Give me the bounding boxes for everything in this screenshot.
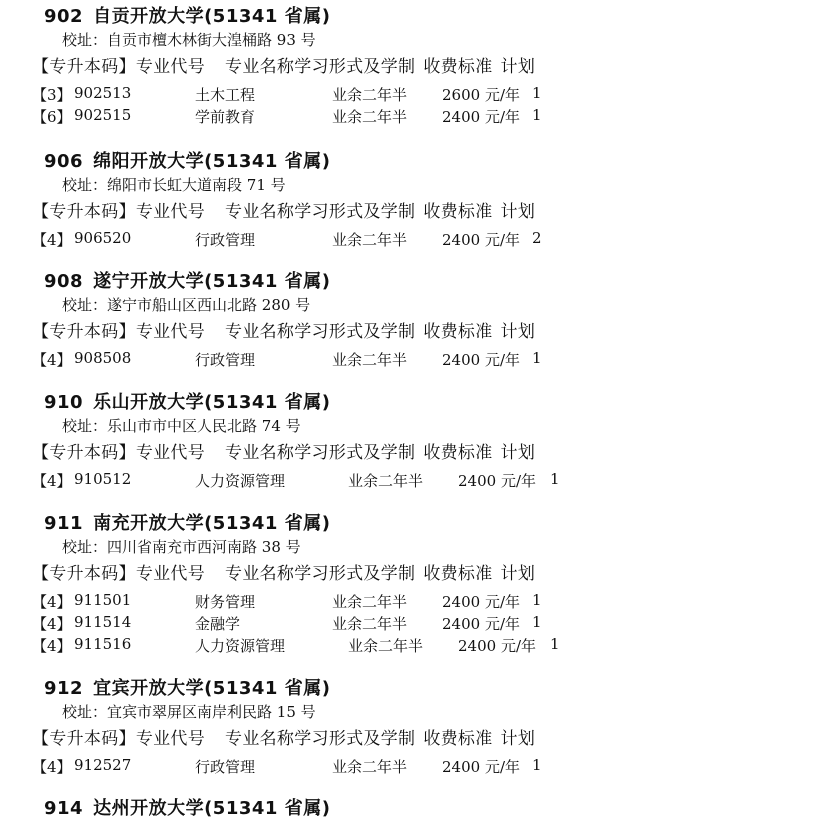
school-title [44, 509, 330, 535]
program-plan: 1 [550, 470, 560, 488]
header-form: 学习形式及学制 [294, 564, 416, 584]
school-name: 南充开放大学(51341 省属) [93, 513, 331, 534]
program-fee: 2400 元/年 [458, 637, 536, 655]
school-address: 校址：宜宾市翠屏区南岸利民路 15 号 [62, 703, 316, 721]
program-code: 912527 [74, 756, 132, 774]
program-name: 人力资源管理 [195, 472, 286, 490]
program-form: 业余二年半 [332, 108, 408, 126]
header-code: 专业代号 [135, 57, 206, 77]
program-plan: 1 [532, 756, 542, 774]
header-form: 学习形式及学制 [294, 57, 416, 77]
program-fee: 2400 元/年 [442, 593, 520, 611]
program-code: 911514 [74, 613, 132, 631]
header-rank: 【专升本码】 [32, 202, 136, 222]
header-fee: 收费标准 [423, 57, 493, 77]
header-form: 学习形式及学制 [294, 729, 416, 749]
school-title [44, 267, 330, 293]
school-code: 914 [44, 798, 84, 819]
header-plan: 计划 [500, 57, 536, 77]
school-name: 遂宁开放大学(51341 省属) [93, 271, 331, 292]
program-plan: 2 [532, 229, 542, 247]
header-form: 学习形式及学制 [294, 443, 416, 463]
school-title [44, 147, 330, 173]
program-row [32, 470, 812, 490]
program-name: 行政管理 [195, 231, 256, 249]
header-plan: 计划 [500, 443, 536, 463]
program-fee: 2400 元/年 [442, 615, 520, 633]
program-rank: 【4】 [32, 637, 72, 655]
program-fee: 2400 元/年 [442, 351, 520, 369]
program-code: 902513 [74, 84, 132, 102]
header-plan: 计划 [500, 322, 536, 342]
school-title [44, 674, 330, 700]
column-header [32, 724, 535, 749]
program-rank: 【4】 [32, 472, 72, 490]
program-form: 业余二年半 [348, 472, 424, 490]
program-fee: 2600 元/年 [442, 86, 520, 104]
header-plan: 计划 [500, 564, 536, 584]
program-plan: 1 [532, 613, 542, 631]
header-rank: 【专升本码】 [32, 322, 136, 342]
program-code: 910512 [74, 470, 132, 488]
column-header [32, 317, 535, 342]
program-name: 行政管理 [195, 351, 256, 369]
program-name: 金融学 [195, 615, 241, 633]
header-rank: 【专升本码】 [32, 729, 136, 749]
program-code: 911516 [74, 635, 132, 653]
school-name: 乐山开放大学(51341 省属) [93, 392, 331, 413]
column-header [32, 438, 535, 463]
program-fee: 2400 元/年 [442, 231, 520, 249]
program-rank: 【4】 [32, 615, 72, 633]
program-row [32, 106, 812, 126]
school-title [44, 388, 330, 414]
header-code: 专业代号 [135, 202, 206, 222]
program-form: 业余二年半 [348, 637, 424, 655]
school-address: 校址：遂宁市船山区西山北路 280 号 [62, 296, 311, 314]
program-fee: 2400 元/年 [442, 758, 520, 776]
program-plan: 1 [532, 106, 542, 124]
program-row [32, 84, 812, 104]
header-code: 专业代号 [135, 564, 206, 584]
program-name: 学前教育 [195, 108, 256, 126]
program-fee: 2400 元/年 [458, 472, 536, 490]
school-code: 902 [44, 6, 84, 27]
program-code: 906520 [74, 229, 132, 247]
program-form: 业余二年半 [332, 758, 408, 776]
header-fee: 收费标准 [423, 443, 493, 463]
school-name: 绵阳开放大学(51341 省属) [93, 151, 331, 172]
header-rank: 【专升本码】 [32, 564, 136, 584]
school-code: 910 [44, 392, 84, 413]
header-rank: 【专升本码】 [32, 443, 136, 463]
program-rank: 【6】 [32, 108, 72, 126]
program-plan: 1 [532, 591, 542, 609]
program-row [32, 756, 812, 776]
header-form: 学习形式及学制 [294, 322, 416, 342]
program-row [32, 591, 812, 611]
program-row [32, 613, 812, 633]
school-title [44, 2, 330, 28]
header-code: 专业代号 [135, 729, 206, 749]
program-name: 行政管理 [195, 758, 256, 776]
school-address: 校址：四川省南充市西河南路 38 号 [62, 538, 301, 556]
program-row [32, 229, 812, 249]
program-plan: 1 [550, 635, 560, 653]
program-rank: 【3】 [32, 86, 72, 104]
column-header [32, 52, 535, 77]
school-address: 校址：自贡市檀木林街大湟桶路 93 号 [62, 31, 316, 49]
program-plan: 1 [532, 84, 542, 102]
program-plan: 1 [532, 349, 542, 367]
program-code: 908508 [74, 349, 132, 367]
school-code: 911 [44, 513, 84, 534]
header-rank: 【专升本码】 [32, 57, 136, 77]
header-name: 专业名称 [225, 443, 295, 463]
header-name: 专业名称 [225, 57, 295, 77]
program-rank: 【4】 [32, 758, 72, 776]
program-name: 人力资源管理 [195, 637, 286, 655]
header-name: 专业名称 [225, 322, 295, 342]
header-code: 专业代号 [135, 322, 206, 342]
school-name: 宜宾开放大学(51341 省属) [93, 678, 331, 699]
column-header [32, 197, 535, 222]
header-plan: 计划 [500, 729, 536, 749]
program-code: 902515 [74, 106, 132, 124]
program-name: 财务管理 [195, 593, 256, 611]
program-rank: 【4】 [32, 593, 72, 611]
school-code: 912 [44, 678, 84, 699]
school-address: 校址：绵阳市长虹大道南段 71 号 [62, 176, 286, 194]
school-address: 校址：乐山市市中区人民北路 74 号 [62, 417, 301, 435]
program-form: 业余二年半 [332, 593, 408, 611]
header-plan: 计划 [500, 202, 536, 222]
header-fee: 收费标准 [423, 729, 493, 749]
header-name: 专业名称 [225, 729, 295, 749]
program-row [32, 635, 812, 655]
program-code: 911501 [74, 591, 132, 609]
program-form: 业余二年半 [332, 86, 408, 104]
program-form: 业余二年半 [332, 231, 408, 249]
header-name: 专业名称 [225, 564, 295, 584]
column-header [32, 559, 535, 584]
header-form: 学习形式及学制 [294, 202, 416, 222]
school-name: 自贡开放大学(51341 省属) [93, 6, 331, 27]
program-row [32, 349, 812, 369]
program-rank: 【4】 [32, 351, 72, 369]
header-name: 专业名称 [225, 202, 295, 222]
program-form: 业余二年半 [332, 351, 408, 369]
header-fee: 收费标准 [423, 322, 493, 342]
program-fee: 2400 元/年 [442, 108, 520, 126]
school-name: 达州开放大学(51341 省属) [93, 798, 331, 819]
program-name: 土木工程 [195, 86, 256, 104]
school-code: 908 [44, 271, 84, 292]
header-fee: 收费标准 [423, 202, 493, 222]
program-form: 业余二年半 [332, 615, 408, 633]
school-title [44, 794, 330, 820]
header-code: 专业代号 [135, 443, 206, 463]
header-fee: 收费标准 [423, 564, 493, 584]
school-code: 906 [44, 151, 84, 172]
program-rank: 【4】 [32, 231, 72, 249]
